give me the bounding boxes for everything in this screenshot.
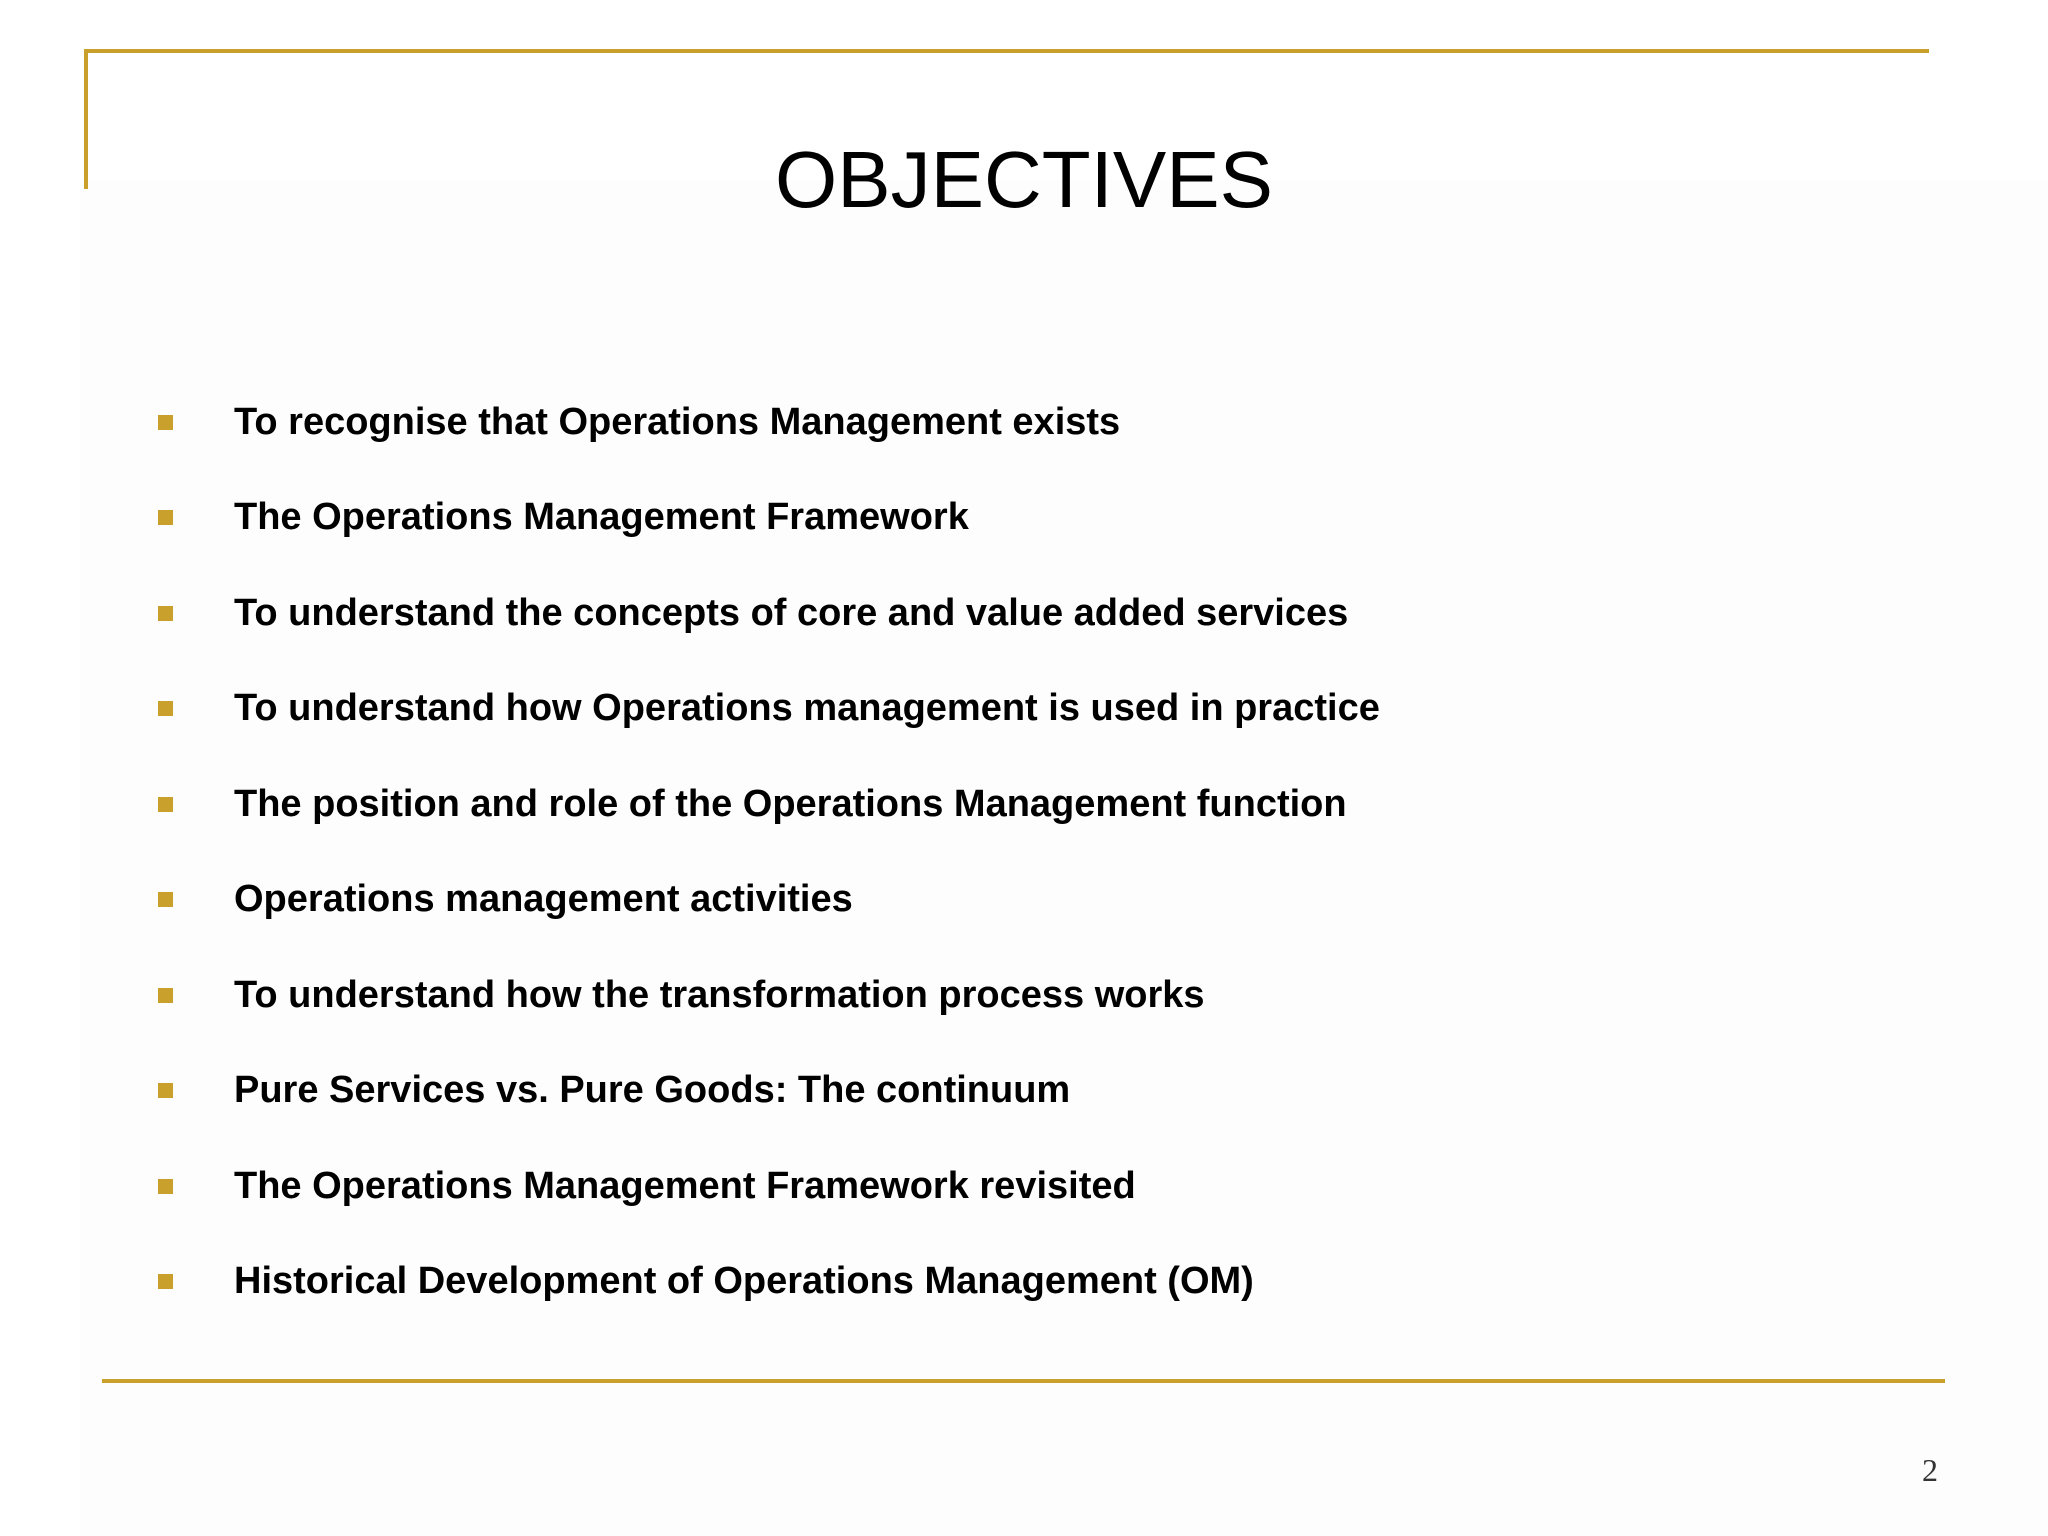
square-bullet-icon [158, 1083, 173, 1098]
list-item-text: To understand how the transformation process works [234, 974, 1205, 1016]
slide-title: OBJECTIVES [775, 135, 1273, 224]
list-item [0, 1156, 1700, 1216]
frame-top-rule [84, 49, 1929, 53]
list-item [0, 487, 1700, 547]
list-item [0, 392, 1700, 452]
list-item [0, 1060, 1700, 1120]
square-bullet-icon [158, 1179, 173, 1194]
square-bullet-icon [158, 606, 173, 621]
list-item [0, 678, 1700, 738]
square-bullet-icon [158, 892, 173, 907]
list-item-text: To recognise that Operations Management exists [234, 401, 1121, 443]
list-item-text: Historical Development of Operations Management (OM) [234, 1260, 1254, 1302]
list-item-text: The Operations Management Framework [234, 496, 969, 538]
list-item [0, 774, 1700, 834]
square-bullet-icon [158, 510, 173, 525]
list-item-text: To understand how Operations management is used in practice [234, 687, 1380, 729]
square-bullet-icon [158, 988, 173, 1003]
list-item-text: Pure Services vs. Pure Goods: The continuum [234, 1069, 1071, 1111]
list-item-text: To understand the concepts of core and value added services [234, 592, 1349, 634]
list-item-text: The position and role of the Operations Management function [234, 783, 1347, 825]
square-bullet-icon [158, 701, 173, 716]
list-item [0, 583, 1700, 643]
list-item [0, 869, 1700, 929]
square-bullet-icon [158, 797, 173, 812]
list-item-text: Operations management activities [234, 878, 853, 920]
slide-background [80, 180, 2048, 1536]
page-number: 2 [1922, 1452, 1938, 1488]
list-item [0, 1251, 1700, 1311]
square-bullet-icon [158, 1274, 173, 1289]
square-bullet-icon [158, 415, 173, 430]
frame-bottom-rule [102, 1379, 1945, 1383]
list-item [0, 965, 1700, 1025]
list-item-text: The Operations Management Framework revisited [234, 1165, 1136, 1207]
